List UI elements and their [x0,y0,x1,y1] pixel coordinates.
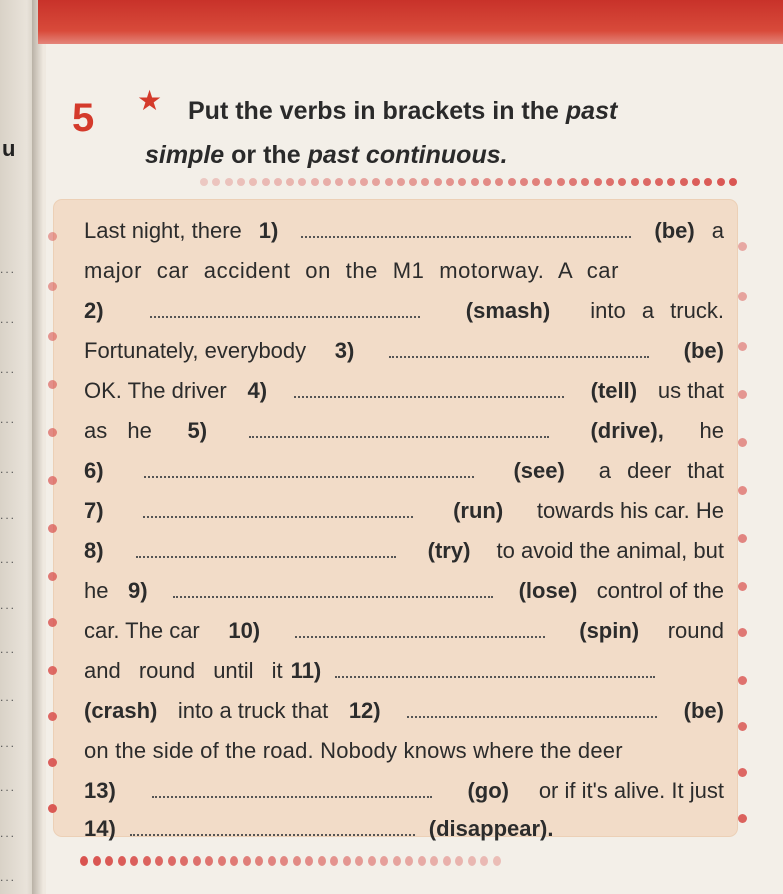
passage-line [84,698,724,728]
decorative-dot [480,856,488,866]
decorative-dot [48,758,57,767]
left-page-dots: ... [0,598,17,612]
left-page-dots: ... [0,780,17,794]
answer-blank-12[interactable] [407,700,657,718]
instruction-italic: past continuous. [307,141,508,169]
passage-line [84,816,724,846]
gap-number: 10) [228,618,261,643]
verb-prompt: (be) [654,218,695,243]
passage-line [84,298,724,328]
decorative-dot [458,178,466,186]
decorative-dot [738,486,747,495]
decorative-dot [738,242,747,251]
decorative-dot [397,178,405,186]
passage-text: a [711,218,724,243]
gap-number: 12) [348,698,381,723]
verb-prompt: (go) [467,778,509,803]
decorative-dot [318,856,326,866]
decorative-dot [372,178,380,186]
answer-blank-9[interactable] [173,580,493,598]
decorative-dot [738,628,747,637]
left-page-dots: ... [0,870,17,884]
decorative-dot [680,178,688,186]
decorative-dot [738,342,747,351]
decorative-dot [130,856,138,866]
decorative-dot [360,178,368,186]
decorative-dot [280,856,288,866]
verb-prompt: (lose) [518,578,578,603]
decorative-dot [48,712,57,721]
decorative-dot [508,178,516,186]
passage-line [84,258,724,288]
decorative-dot [180,856,188,866]
passage-text: Fortunately, everybody [84,338,307,363]
left-page-dots: ... [0,826,17,840]
decorative-dot [286,178,294,186]
decorative-dot-row [200,178,745,190]
decorative-dot-row [80,856,520,868]
decorative-dot [738,534,747,543]
verb-prompt: (disappear). [428,816,554,841]
passage-text: car. The car [84,618,200,643]
decorative-dot [483,178,491,186]
answer-blank-4[interactable] [294,380,564,398]
decorative-dot [738,390,747,399]
verb-prompt: (see) [513,458,565,483]
decorative-dot [471,178,479,186]
verb-prompt: (tell) [590,378,638,403]
decorative-dot [298,178,306,186]
decorative-dot [323,178,331,186]
decorative-dot [193,856,201,866]
decorative-dot [293,856,301,866]
gap-number: 1) [258,218,279,243]
decorative-dot [80,856,88,866]
instruction-italic: simple [145,141,225,169]
answer-blank-6[interactable] [144,460,474,478]
decorative-dot [343,856,351,866]
decorative-dot [495,178,503,186]
decorative-dot [738,722,747,731]
passage-text: major car accident on the M1 motorway. A car [84,258,620,283]
decorative-dot [385,178,393,186]
exercise-number: 5 [72,96,95,140]
answer-blank-11[interactable] [335,660,655,678]
passage-line [84,658,724,688]
verb-prompt: (drive), [590,418,664,443]
answer-blank-8[interactable] [136,540,396,558]
decorative-dot [48,804,57,813]
left-page-dots: ... [0,262,17,276]
passage-line [84,378,724,408]
decorative-dot [105,856,113,866]
decorative-dot [738,582,747,591]
decorative-dot [218,856,226,866]
decorative-dot [249,178,257,186]
gap-number: 9) [128,578,148,603]
decorative-dot [738,292,747,301]
decorative-dot [237,178,245,186]
left-page-dots: ... [0,736,17,750]
passage-text: round [667,618,724,643]
decorative-dot [205,856,213,866]
decorative-dot [455,856,463,866]
passage-text: Last night, there [84,218,242,243]
verb-prompt: (crash) [84,698,158,723]
decorative-dot [655,178,663,186]
decorative-dot [704,178,712,186]
decorative-dot [557,178,565,186]
decorative-dot [155,856,163,866]
decorative-dot [393,856,401,866]
decorative-dot [48,524,57,533]
answer-blank-2[interactable] [150,300,420,318]
passage-line [84,778,724,808]
instruction-line-2 [145,132,508,178]
passage-text: as he [84,418,152,443]
passage-text: on the side of the road. Nobody knows where the deer [84,738,623,763]
passage-text: into a truck. [590,298,724,323]
answer-blank-14[interactable] [130,818,415,836]
decorative-dot [618,178,626,186]
answer-blank-1[interactable] [301,220,631,238]
decorative-dot [493,856,501,866]
decorative-dot [243,856,251,866]
passage-text: he [84,578,109,603]
passage-text: a deer that [598,458,724,483]
passage-line [84,738,724,768]
gap-number: 11) [290,658,322,683]
passage-line [84,578,724,608]
decorative-dot [594,178,602,186]
decorative-dot [168,856,176,866]
decorative-dot [48,666,57,675]
decorative-dot [443,856,451,866]
decorative-dot [262,178,270,186]
decorative-dot [418,856,426,866]
decorative-dot [631,178,639,186]
instruction-text: Put the verbs in brackets in the [188,97,559,125]
gap-number: 4) [247,378,268,403]
passage-text: or if it's alive. It just [538,778,724,803]
left-page-dots: ... [0,508,17,522]
verb-prompt: (try) [427,538,471,563]
passage-line [84,538,724,568]
decorative-dot [643,178,651,186]
decorative-dot [380,856,388,866]
gap-number: 2) [84,298,104,323]
passage-text: into a truck that [177,698,329,723]
answer-blank-10[interactable] [295,620,545,638]
passage-text: and round until it [84,658,283,683]
header-band [38,0,783,44]
decorative-dot [212,178,220,186]
instruction-text: or the [231,141,301,169]
verb-prompt: (spin) [579,618,640,643]
decorative-dot [335,178,343,186]
decorative-dot [544,178,552,186]
decorative-dot [430,856,438,866]
decorative-dot [368,856,376,866]
decorative-dot [48,380,57,389]
decorative-dot [581,178,589,186]
passage-line [84,498,724,528]
passage-line [84,458,724,488]
decorative-dot [48,476,57,485]
decorative-dot [200,178,208,186]
decorative-dot [48,428,57,437]
verb-prompt: (be) [683,698,724,723]
decorative-dot [532,178,540,186]
decorative-dot [48,618,57,627]
passage-line [84,218,724,248]
decorative-dot [520,178,528,186]
passage-line [84,618,724,648]
gap-number: 7) [84,498,104,523]
left-page-dots: ... [0,312,17,326]
decorative-dot [118,856,126,866]
decorative-dot [225,178,233,186]
left-page-dots: ... [0,642,17,656]
decorative-dot [692,178,700,186]
left-page-letter: u [2,136,16,161]
decorative-dot [143,856,151,866]
decorative-dot [434,178,442,186]
decorative-dot [409,178,417,186]
decorative-dot [348,178,356,186]
decorative-dot [230,856,238,866]
decorative-dot [48,232,57,241]
star-icon: ★ [137,85,163,116]
decorative-dot [606,178,614,186]
verb-prompt: (smash) [465,298,551,323]
passage-line [84,418,724,448]
decorative-dot [330,856,338,866]
decorative-dot [738,768,747,777]
answer-blank-7[interactable] [143,500,413,518]
decorative-dot [446,178,454,186]
gap-number: 8) [84,538,104,563]
decorative-dot [274,178,282,186]
decorative-dot [468,856,476,866]
instruction-line-1 [188,88,617,134]
decorative-dot [305,856,313,866]
decorative-dot [48,332,57,341]
gap-number: 14) [84,816,116,841]
answer-blank-13[interactable] [152,780,432,798]
decorative-dot [405,856,413,866]
verb-prompt: (be) [683,338,724,363]
left-page-dots: ... [0,690,17,704]
decorative-dot [667,178,675,186]
book-gutter [32,0,46,894]
decorative-dot [738,676,747,685]
decorative-dot [729,178,737,186]
decorative-dot [738,814,747,823]
decorative-dot [717,178,725,186]
decorative-dot [93,856,101,866]
left-page-dots: ... [0,462,17,476]
decorative-dot [268,856,276,866]
answer-blank-3[interactable] [389,340,649,358]
verb-prompt: (run) [453,498,504,523]
instruction-italic: past [565,97,618,125]
left-page-dots: ... [0,552,17,566]
decorative-dot [355,856,363,866]
decorative-dot [48,572,57,581]
passage-text: control of the [596,578,724,603]
left-page-dots: ... [0,362,17,376]
decorative-dot [255,856,263,866]
passage-text: to avoid the animal, but [496,538,724,563]
passage-text: OK. The driver [84,378,227,403]
decorative-dot [421,178,429,186]
answer-blank-5[interactable] [249,420,549,438]
decorative-dot [311,178,319,186]
gap-number: 5) [187,418,208,443]
passage-text: he [699,418,724,443]
left-page-dots: ... [0,412,17,426]
gap-number: 6) [84,458,104,483]
gap-number: 13) [84,778,116,803]
passage-text: us that [657,378,724,403]
passage-line [84,338,724,368]
decorative-dot [48,282,57,291]
decorative-dot [738,438,747,447]
decorative-dot [569,178,577,186]
gap-number: 3) [334,338,355,363]
passage-text: towards his car. He [536,498,724,523]
